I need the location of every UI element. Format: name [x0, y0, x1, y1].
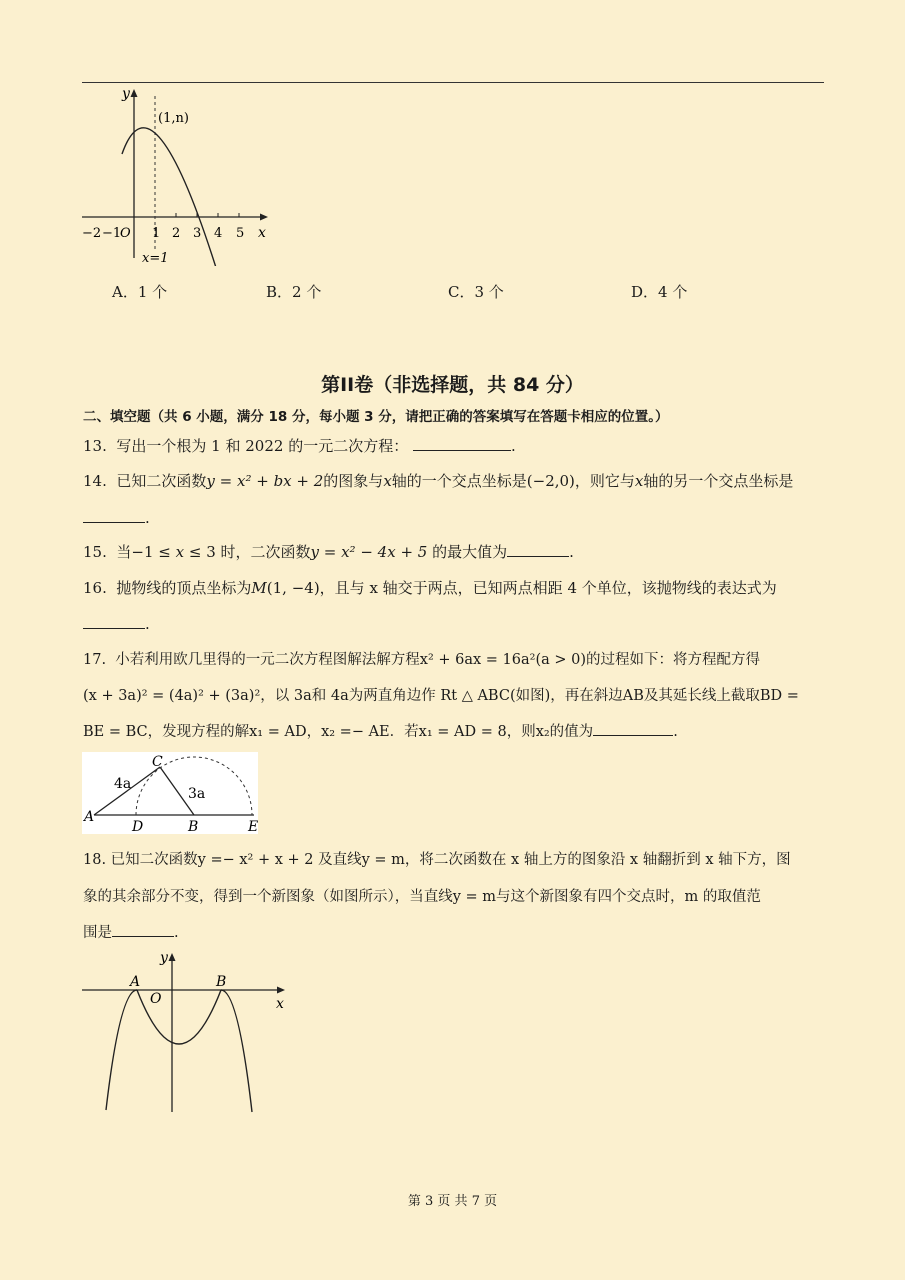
question-16-answer-line: . [83, 614, 150, 634]
q12-tick: −2 [82, 226, 102, 241]
q17-side-4a: 4a [114, 776, 132, 792]
answer-blank-17[interactable] [593, 721, 673, 736]
q18-folded-parabola-figure [80, 950, 290, 1115]
q17-point-b: B [188, 819, 199, 834]
q18-x-label: x [276, 996, 284, 1012]
q12-tick: 3 [193, 226, 202, 241]
question-14: 14. 已知二次函数y = x² + bx + 2的图象与x轴的一个交点坐标是(−2,0)，则它与x轴的另一个交点坐标是 [83, 472, 794, 490]
answer-blank-13[interactable] [413, 436, 511, 451]
q12-axis-label: x=1 [142, 251, 169, 266]
q12-origin-label: O [120, 226, 131, 241]
page-footer: 第 3 页 共 7 页 [407, 1194, 498, 1209]
q12-tick: 5 [236, 226, 245, 241]
q17-point-c: C [152, 754, 163, 770]
q12-tick: 1 [152, 226, 161, 241]
q17-side-3a: 3a [188, 786, 206, 802]
q18-y-label: y [160, 950, 168, 966]
section-title: 第II卷（非选择题，共 84 分） [321, 374, 584, 396]
question-17-line1: 17. 小若利用欧几里得的一元二次方程图解法解方程x² + 6ax = 16a²(a > 0)的过程如下：将方程配方得 [83, 652, 761, 668]
q18-point-b: B [216, 974, 227, 990]
q12-parabola-figure [78, 86, 288, 266]
question-15: 15. 当−1 ≤ x ≤ 3 时，二次函数y = x² − 4x + 5 的最大值为 . [83, 543, 574, 561]
q17-triangle-figure [82, 752, 258, 834]
choice-b[interactable]: B．2 个 [266, 283, 322, 301]
answer-blank-18[interactable] [112, 922, 174, 937]
answer-blank-15[interactable] [507, 542, 569, 557]
q17-point-d: D [132, 819, 144, 834]
answer-blank-14[interactable] [83, 508, 145, 523]
question-18-line3: 围是 . [83, 922, 179, 943]
answer-blank-16[interactable] [83, 614, 145, 629]
q12-tick: −1 [102, 226, 122, 241]
q18-point-a: A [130, 974, 141, 990]
q17-point-e: E [248, 819, 258, 834]
q18-origin-label: O [150, 991, 162, 1007]
q17-point-a: A [84, 809, 95, 825]
part-two-heading: 二、填空题（共 6 小题，满分 18 分，每小题 3 分，请把正确的答案填写在答题卡相应的位置。） [83, 409, 669, 425]
q12-vertex-label: (1,n) [158, 111, 189, 126]
question-17-line3: BE = BC，发现方程的解x₁ = AD，x₂ =− AE．若x₁ = AD = 8，则x₂的值为 . [83, 721, 678, 742]
question-18-line1: 18. 已知二次函数y =− x² + x + 2 及直线y = m，将二次函数在 x 轴上方的图象沿 x 轴翻折到 x 轴下方，图 [83, 852, 791, 868]
question-16: 16. 抛物线的顶点坐标为M(1, −4)，且与 x 轴交于两点，已知两点相距 4 个单位，该抛物线的表达式为 [83, 579, 777, 597]
header-rule [82, 82, 824, 83]
q12-tick: 2 [172, 226, 181, 241]
q12-tick: 4 [214, 226, 223, 241]
choice-c[interactable]: C．3 个 [448, 283, 504, 301]
question-17-line2: (x + 3a)² = (4a)² + (3a)²，以 3a和 4a为两直角边作 Rt △ ABC(如图)，再在斜边AB及其延长线上截取BD = [83, 688, 799, 704]
q12-x-label: x [258, 225, 266, 241]
question-14-answer-line: . [83, 508, 150, 528]
question-13: 13. 写出一个根为 1 和 2022 的一元二次方程： . [83, 437, 516, 455]
choice-a[interactable]: A．1 个 [112, 283, 168, 301]
question-18-line2: 象的其余部分不变，得到一个新图象（如图所示），当直线y = m与这个新图象有四个交点时，m 的取值范 [83, 889, 761, 905]
choice-d[interactable]: D．4 个 [631, 283, 688, 301]
q12-y-label: y [122, 86, 130, 102]
